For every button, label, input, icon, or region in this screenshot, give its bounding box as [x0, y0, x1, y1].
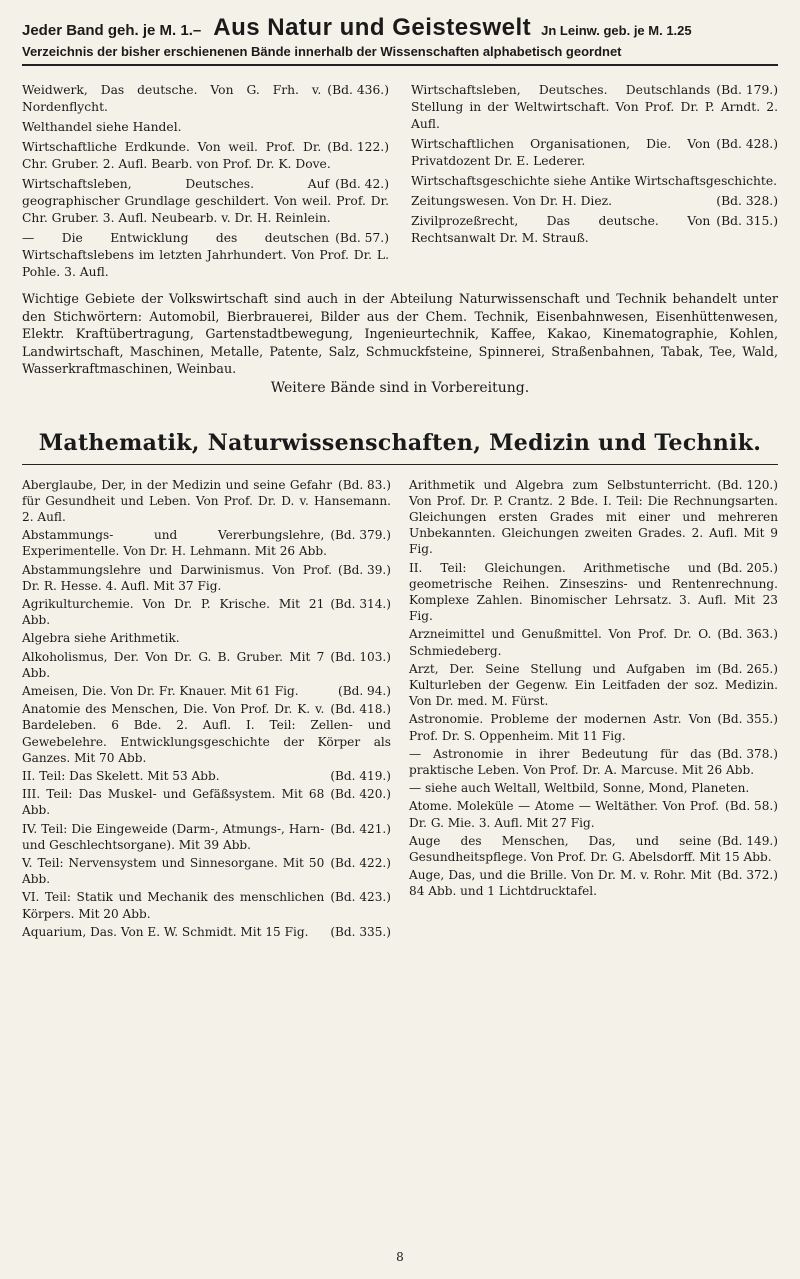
- entry-text: V. Teil: Nervensystem und Sinnesorgane. Mit 50 Abb.: [22, 855, 325, 887]
- catalog-entry: [409, 626, 778, 658]
- entry-text: Arzneimittel und Genußmittel. Von Prof. Dr. O. Schmiedeberg.: [409, 627, 712, 658]
- catalog-entry: [409, 833, 778, 865]
- entry-text: III. Teil: Das Muskel- und Gefäßsystem. Mit 68 Abb.: [22, 787, 325, 818]
- volume-number: (Bd. 83.): [338, 477, 391, 492]
- series-title: Aus Natur und Geisteswelt: [213, 14, 532, 41]
- cross-reference-note: Wichtige Gebiete der Volkswirtschaft sind auch in der Abteilung Naturwissenschaft und Technik behandelt unter den Stichwörtern: Automobil, Bierbrauerei, Bilder aus der Chem. Technik, Eisenbahnwesen, Eisenhüttenwesen, Elektr. Kraftübertragung, Gartenstadtbewegung, Ingenieurtechnik, Kaffee, Kakao, Kinematographie, Kohlen, Landwirtschaft, Maschinen, Metalle, Patente, Salz, Schmuckfsteine, Spinnerei, Straßenbahnen, Tabak, Tee, Wald, Wasserkraftmaschinen, Weinbau.: [22, 291, 778, 376]
- top-left-column: [22, 82, 389, 284]
- catalog-entry: [22, 683, 391, 699]
- catalog-entry: [411, 82, 778, 133]
- catalog-entry: [22, 596, 391, 628]
- volume-number: (Bd. 379.): [330, 528, 391, 543]
- volume-number: (Bd. 428.): [716, 137, 778, 151]
- catalog-entry: [22, 701, 391, 766]
- catalog-entry: [22, 630, 391, 646]
- entry-text: Arzt, Der. Seine Stellung und Aufgaben im Kulturleben der Gegenw. Ein Leitfaden der soz. Medizin. Von Dr. med. M. Fürst.: [409, 661, 778, 709]
- volume-number: (Bd. 423.): [330, 890, 391, 905]
- entry-text: — Astronomie in ihrer Bedeutung für das praktische Leben. Von Prof. Dr. A. Marcuse. Mit 26 Abb.: [409, 746, 755, 777]
- volume-number: (Bd. 355.): [717, 712, 778, 727]
- catalog-entry: [22, 119, 389, 136]
- entry-text: Auge, Das, und die Brille. Von Dr. M. v. Rohr. Mit 84 Abb. und 1 Lichtdrucktafel.: [409, 868, 712, 899]
- volume-number: (Bd. 335.): [330, 924, 391, 939]
- catalog-entry: [411, 193, 778, 210]
- entry-text: Astronomie. Probleme der modernen Astr. Von Prof. Dr. S. Oppenheim. Mit 11 Fig.: [409, 712, 712, 743]
- entry-text: Zeitungswesen. Von Dr. H. Diez.: [411, 194, 613, 208]
- volume-number: (Bd. 265.): [717, 661, 778, 676]
- entry-text: Arithmetik und Algebra zum Selbstunterricht. Von Prof. Dr. P. Crantz. 2 Bde. I. Teil: Die Rechnungsarten. Gleichungen ersten Grades mit einer und mehreren Unbekannten. Gleichungen zweiten Grades. 2. Aufl. Mit 9 Fig.: [409, 477, 778, 557]
- preparation-note: Weitere Bände sind in Vorbereitung.: [270, 379, 530, 396]
- entry-text: Ameisen, Die. Von Dr. Fr. Knauer. Mit 61 Fig.: [22, 683, 299, 698]
- catalog-entry: [22, 768, 391, 784]
- volume-number: (Bd. 205.): [717, 560, 778, 575]
- catalog-entry: [22, 82, 389, 116]
- top-entries: [22, 82, 778, 284]
- section-title: Mathematik, Naturwissenschaften, Medizin und Technik.: [38, 429, 762, 456]
- catalog-entry: [409, 560, 778, 625]
- entry-text: Wirtschaftsgeschichte siehe Antike Wirtschaftsgeschichte.: [411, 174, 778, 188]
- catalog-entry: [22, 649, 391, 681]
- volume-number: (Bd. 122.): [327, 140, 389, 154]
- volume-number: (Bd. 42.): [335, 177, 389, 191]
- entry-text: Abstammungs- und Vererbungslehre, Experimentelle. Von Dr. H. Lehmann. Mit 26 Abb.: [22, 528, 327, 559]
- entry-text: Anatomie des Menschen, Die. Von Prof. Dr. K. v. Bardeleben. 6 Bde. 2. Aufl. I. Teil: Zellen- und Gewebelehre. Entwicklungsgeschichte der Körper als Ganzes. Mit 70 Abb.: [22, 702, 391, 765]
- catalog-entry: [409, 798, 778, 830]
- page-number: 8: [396, 1250, 404, 1264]
- volume-number: (Bd. 328.): [716, 194, 778, 208]
- series-subtitle: Verzeichnis der bisher erschienenen Bände innerhalb der Wissenschaften alphabetisch geordnet: [22, 44, 622, 59]
- series-header: [22, 14, 778, 42]
- entry-text: Aberglaube, Der, in der Medizin und seine Gefahr für Gesundheit und Leben. Von Prof. Dr. D. v. Hansemann. 2. Aufl.: [22, 477, 391, 524]
- catalog-entry: [22, 230, 389, 281]
- volume-number: (Bd. 149.): [717, 833, 778, 848]
- volume-number: (Bd. 120.): [717, 477, 778, 492]
- entry-text: Atome. Moleküle — Atome — Weltäther. Von Prof. Dr. G. Mie. 3. Aufl. Mit 27 Fig.: [409, 799, 719, 830]
- section-right-column: [409, 477, 778, 942]
- volume-number: (Bd. 103.): [330, 649, 391, 664]
- volume-number: (Bd. 57.): [335, 231, 389, 245]
- section-left-column: [22, 477, 391, 942]
- catalog-entry: [409, 780, 778, 796]
- volume-number: (Bd. 418.): [330, 702, 391, 717]
- volume-number: (Bd. 314.): [330, 596, 391, 611]
- entry-text: Wirtschaftliche Erdkunde. Von weil. Prof. Dr. Chr. Gruber. 2. Aufl. Bearb. von Prof. Dr. K. Dove.: [22, 140, 331, 171]
- entry-text: II. Teil: Das Skelett. Mit 53 Abb.: [22, 768, 220, 783]
- entry-text: Alkoholismus, Der. Von Dr. G. B. Gruber. Mit 7 Abb.: [22, 649, 325, 680]
- volume-number: (Bd. 436.): [327, 83, 389, 97]
- catalog-entry: [22, 889, 391, 921]
- volume-number: (Bd. 39.): [338, 562, 391, 577]
- entry-text: VI. Teil: Statik und Mechanik des menschlichen Körpers. Mit 20 Abb.: [22, 890, 325, 921]
- header-rule: [22, 64, 778, 66]
- volume-number: (Bd. 372.): [717, 868, 778, 883]
- volume-number: (Bd. 58.): [725, 799, 778, 814]
- price-paper: Jeder Band geh. je M. 1.–: [22, 22, 202, 39]
- volume-number: (Bd. 420.): [330, 787, 391, 802]
- entry-text: Agrikulturchemie. Von Dr. P. Krische. Mit 21 Abb.: [22, 596, 325, 628]
- catalog-entry: [22, 527, 391, 559]
- catalog-entry: [22, 176, 389, 227]
- entry-text: Algebra siehe Arithmetik.: [22, 631, 180, 646]
- entry-text: Aquarium, Das. Von E. W. Schmidt. Mit 15 Fig.: [22, 924, 309, 939]
- volume-number: (Bd. 315.): [716, 214, 778, 228]
- entry-text: Welthandel siehe Handel.: [22, 120, 182, 134]
- catalog-entry: [22, 855, 391, 887]
- entry-text: Weidwerk, Das deutsche. Von G. Frh. v. Nordenflycht.: [22, 83, 322, 114]
- entry-text: IV. Teil: Die Eingeweide (Darm-, Atmungs-, Harn- und Geschlechtsorgane). Mit 39 Abb.: [22, 821, 325, 852]
- catalog-entry: [411, 136, 778, 170]
- volume-number: (Bd. 422.): [330, 855, 391, 870]
- catalog-entry: [22, 562, 391, 594]
- entry-text: Wirtschaftsleben, Deutsches. Deutschlands Stellung in der Weltwirtschaft. Von Prof. Dr. P. Arndt. 2. Aufl.: [411, 83, 778, 131]
- entry-text: — Die Entwicklung des deutschen Wirtschaftslebens im letzten Jahrhundert. Von Prof. Dr. L. Pohle. 3. Aufl.: [22, 231, 389, 279]
- catalog-entry: [22, 139, 389, 173]
- volume-number: (Bd. 363.): [717, 627, 778, 642]
- volume-number: (Bd. 179.): [716, 83, 778, 97]
- entry-text: II. Teil: Gleichungen. Arithmetische und geometrische Reihen. Zinseszins- und Rentenrechnung. Komplexe Zahlen. Binomischer Lehrsatz. 3. Aufl. Mit 23 Fig.: [409, 560, 778, 624]
- price-cloth: Jn Leinw. geb. je M. 1.25: [541, 23, 692, 38]
- entry-text: Auge des Menschen, Das, und seine Gesundheitspflege. Von Prof. Dr. G. Abelsdorff. Mit 15 Abb.: [409, 833, 772, 864]
- catalog-entry: [22, 821, 391, 853]
- entry-text: Wirtschaftlichen Organisationen, Die. Von Privatdozent Dr. E. Lederer.: [411, 137, 711, 168]
- catalog-entry: [409, 867, 778, 899]
- catalog-entry: [411, 173, 778, 190]
- catalog-entry: [409, 661, 778, 710]
- top-right-column: [411, 82, 778, 284]
- volume-number: (Bd. 419.): [330, 768, 391, 783]
- catalog-entry: [409, 477, 778, 558]
- catalog-entry: [22, 477, 391, 526]
- volume-number: (Bd. 421.): [330, 821, 391, 836]
- catalog-entry: [22, 924, 391, 940]
- entry-text: Zivilprozeßrecht, Das deutsche. Von Rechtsanwalt Dr. M. Strauß.: [411, 214, 711, 245]
- catalog-entry: [22, 786, 391, 818]
- section-entries: [22, 477, 778, 942]
- volume-number: (Bd. 94.): [338, 683, 391, 698]
- entry-text: Wirtschaftsleben, Deutsches. Auf geographischer Grundlage geschildert. Von weil. Prof. Dr. Chr. Gruber. 3. Aufl. Neubearb. v. Dr. H. Reinlein.: [22, 177, 389, 225]
- entry-text: Abstammungslehre und Darwinismus. Von Prof. Dr. R. Hesse. 4. Aufl. Mit 37 Fig.: [22, 562, 332, 593]
- catalog-entry: [411, 213, 778, 247]
- entry-text: — siehe auch Weltall, Weltbild, Sonne, Mond, Planeten.: [409, 781, 750, 796]
- catalog-entry: [409, 746, 778, 778]
- catalog-entry: [409, 711, 778, 743]
- volume-number: (Bd. 378.): [717, 746, 778, 761]
- section-rule: [22, 464, 778, 465]
